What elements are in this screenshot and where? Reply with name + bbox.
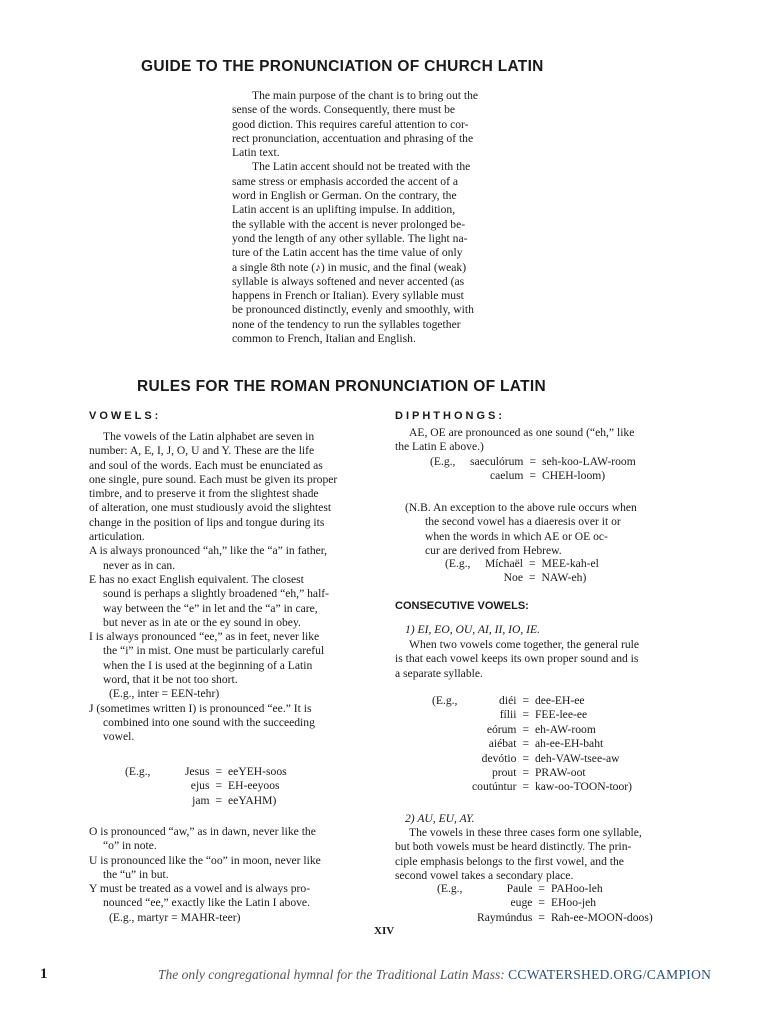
example-cell: =	[522, 751, 529, 765]
text-line: be pronounced distinctly, evenly and smoothly, with	[232, 303, 474, 317]
example-cell: =	[529, 557, 536, 570]
example-cell	[432, 737, 472, 751]
text-line: combined into one sound with the succeeding	[103, 715, 315, 729]
text-line: rect pronunciation, accentuation and phrasing of the	[232, 131, 474, 145]
text-line: U is pronounced like the “oo” in moon, never like	[89, 853, 321, 867]
example-cell: deh-VAW-tsee-aw	[534, 751, 620, 765]
example-cell: =	[215, 779, 223, 793]
text-line: common to French, Italian and English.	[232, 332, 416, 346]
example-cell	[125, 779, 185, 793]
example-cell: =	[538, 910, 545, 924]
example-cell: FEE-lee-ee	[534, 708, 588, 722]
footer-text	[158, 967, 711, 983]
example-cell: jam	[192, 793, 210, 807]
example-cell	[125, 794, 185, 808]
example-cell: eeYAHM)	[228, 793, 277, 807]
example-row	[125, 779, 287, 793]
text-line: Latin accent is an uplifting impulse. In addition,	[232, 203, 456, 217]
example-row	[437, 896, 653, 910]
text-line: Y must be treated as a vowel and is always pro-	[89, 882, 311, 896]
example-row	[432, 752, 632, 766]
consecutive-vowels-heading: CONSECUTIVE VOWELS:	[395, 600, 529, 612]
example-row	[432, 723, 632, 737]
example-cell: =	[522, 737, 529, 751]
example-row	[432, 780, 632, 794]
example-cell: fílii	[499, 708, 517, 722]
footer-tagline: The only congregational hymnal for the Traditional Latin Mass:	[158, 967, 505, 982]
diphthong-examples	[430, 455, 636, 484]
example-row	[432, 737, 632, 751]
diphthongs-heading: DIPHTHONGS:	[395, 410, 505, 422]
example-cell	[432, 752, 472, 766]
example-cell: =	[522, 722, 529, 736]
example-row	[430, 469, 636, 483]
example-cell: (E.g.,	[437, 882, 463, 895]
text-line: change in the position of lips and tongue during its	[89, 515, 325, 529]
example-cell: euge	[510, 896, 533, 910]
example-cell	[432, 780, 472, 794]
text-line: sense of the words. Consequently, there must be	[232, 103, 456, 117]
example-cell: (E.g.,	[430, 455, 456, 468]
vowels-text	[89, 430, 369, 745]
example-row	[437, 882, 653, 896]
vowels-text-2	[89, 825, 369, 925]
text-line: (E.g., inter = EEN-tehr)	[109, 687, 220, 701]
text-line: one single, pure sound. Each must be given its proper	[89, 472, 338, 486]
example-cell: saeculórum	[470, 455, 524, 468]
example-cell: =	[215, 765, 223, 778]
example-cell: eórum	[486, 722, 517, 736]
example-cell: ejus	[190, 779, 210, 793]
text-line: When two vowels come together, the general rule	[409, 638, 640, 651]
example-cell	[445, 571, 485, 585]
text-line: number: A, E, I, J, O, U and Y. These are the life	[89, 444, 315, 458]
example-cell	[437, 911, 477, 925]
text-line: and soul of the words. Each must be enunciated as	[89, 458, 323, 472]
text-line: none of the tendency to run the syllables together	[232, 317, 461, 331]
text-line: (E.g., martyr = MAHR-teer)	[109, 910, 241, 924]
example-cell: eh-AW-room	[534, 722, 596, 736]
example-cell: Rah-ee-MOON-doos)	[550, 910, 653, 924]
text-line: happens in French or Italian). Every syllable must	[232, 289, 464, 303]
example-cell: NAW-eh)	[541, 571, 587, 585]
example-cell: =	[522, 708, 529, 722]
nb-examples	[445, 557, 599, 586]
text-line: the “i” in mist. One must be particularly careful	[103, 644, 325, 658]
example-cell	[430, 469, 470, 483]
j-examples	[125, 765, 287, 808]
text-line: J (sometimes written I) is pronounced “ee.” It is	[89, 701, 312, 715]
example-cell: =	[538, 882, 545, 895]
text-line: is that each vowel keeps its own proper sound and is	[395, 652, 639, 666]
example-cell	[432, 708, 472, 722]
text-line: word in English or German. On the contrary, the	[232, 189, 457, 203]
example-row	[432, 708, 632, 722]
example-cell: diéi	[499, 694, 517, 707]
footer-link[interactable]: CCWATERSHED.ORG/CAMPION	[508, 967, 712, 982]
example-row	[430, 455, 636, 469]
example-cell: aiébat	[488, 737, 517, 751]
text-line: when the words in which AE or OE oc-	[425, 529, 608, 543]
text-line: The vowels in these three cases form one syllable,	[409, 826, 642, 839]
text-line: when the I is used at the beginning of a Latin	[103, 658, 313, 672]
example-cell: =	[522, 766, 529, 780]
example-row	[125, 794, 287, 808]
text-line: cur are derived from Hebrew.	[425, 543, 562, 557]
example-cell: (E.g.,	[445, 557, 471, 570]
example-cell: prout	[491, 766, 517, 780]
example-cell	[432, 766, 472, 780]
example-cell: caelum	[489, 469, 524, 483]
example-cell: (E.g.,	[432, 694, 458, 707]
text-line: (N.B. An exception to the above rule occurs when	[405, 501, 637, 514]
intro-text	[232, 89, 514, 346]
text-line: vowel.	[103, 730, 135, 744]
text-line: but both vowels must be heard distinctly. The prin-	[395, 840, 632, 854]
diphthongs-text	[395, 426, 675, 455]
text-line: the Latin E above.)	[395, 440, 484, 454]
example-row	[432, 766, 632, 780]
text-line: yond the length of any other syllable. The light na-	[232, 231, 468, 245]
example-row	[445, 571, 599, 585]
text-line: second vowel takes a secondary place.	[395, 868, 574, 882]
text-line: a single 8th note (♪) in music, and the final (weak)	[232, 260, 467, 274]
consec2-text	[395, 826, 680, 883]
example-cell: =	[215, 793, 223, 807]
text-line: good diction. This requires careful attention to cor-	[232, 117, 469, 131]
example-cell: eeYEH-soos	[228, 765, 287, 778]
nb-text	[405, 501, 680, 558]
text-line: The main purpose of the chant is to bring out the	[252, 89, 479, 102]
example-cell: =	[522, 780, 529, 794]
example-cell: devótio	[481, 751, 517, 765]
example-cell	[437, 896, 477, 910]
text-line: word, that it be not too short.	[103, 673, 238, 687]
example-cell: =	[529, 571, 536, 585]
example-cell: =	[538, 896, 545, 910]
page-title: GUIDE TO THE PRONUNCIATION OF CHURCH LATIN	[141, 58, 544, 75]
text-line: syllable is always softened and never accented (as	[232, 274, 465, 288]
consec1-title: 1) EI, EO, OU, AI, II, IO, IE.	[405, 623, 541, 636]
text-line: A is always pronounced “ah,” like the “a” in father,	[89, 544, 328, 558]
example-row	[445, 557, 599, 571]
vowels-heading: VOWELS:	[89, 410, 162, 422]
consec1-examples	[432, 694, 632, 795]
example-row	[432, 694, 632, 708]
text-line: sound is perhaps a slightly broadened “eh,” half-	[103, 587, 330, 601]
example-cell: EH-eeyoos	[228, 779, 280, 793]
text-line: the syllable with the accent is never prolonged be-	[232, 217, 466, 231]
text-line: articulation.	[89, 530, 145, 544]
text-line: AE, OE are pronounced as one sound (“eh,” like	[409, 426, 635, 439]
text-line: of alteration, one must studiously avoid the slightest	[89, 501, 332, 515]
text-line: E has no exact English equivalent. The closest	[89, 572, 304, 586]
text-line: but never as in ate or the ey sound in obey.	[103, 615, 301, 629]
example-cell: (E.g.,	[125, 765, 151, 778]
consec2-title: 2) AU, EU, AY.	[405, 812, 475, 825]
example-cell: CHEH-loom)	[542, 469, 606, 483]
rules-title: RULES FOR THE ROMAN PRONUNCIATION OF LATIN	[137, 378, 546, 395]
example-cell: PRAW-oot	[534, 766, 586, 780]
example-cell: Míchaël	[485, 557, 523, 570]
example-cell: =	[529, 469, 536, 483]
example-cell: Paule	[506, 882, 533, 895]
example-cell: Raymúndus	[477, 910, 533, 924]
page-roman-numeral: XIV	[374, 925, 395, 937]
example-cell: seh-koo-LAW-room	[542, 455, 636, 468]
text-line: The vowels of the Latin alphabet are seven in	[103, 430, 315, 443]
text-line: the “u” in but.	[103, 867, 169, 881]
example-cell: kaw-oo-TOON-toor)	[534, 780, 633, 794]
example-cell: Noe	[503, 571, 523, 585]
footer	[0, 966, 768, 984]
text-line: ture of the Latin accent has the time value of only	[232, 246, 463, 260]
text-line: Latin text.	[232, 146, 280, 160]
text-line: I is always pronounced “ee,” as in feet, never like	[89, 630, 320, 644]
text-line: way between the “e” in let and the “a” in care,	[103, 601, 318, 615]
text-line: same stress or emphasis accorded the accent of a	[232, 174, 458, 188]
consec2-examples	[437, 882, 653, 925]
text-line: nounced “ee,” exactly like the Latin I above.	[103, 896, 310, 910]
example-cell: =	[522, 694, 529, 707]
example-cell: Jesus	[185, 765, 210, 778]
example-cell: coutúntur	[472, 780, 517, 794]
text-line: timbre, and to preserve it from the slightest shade	[89, 487, 319, 501]
example-cell: MEE-kah-el	[541, 557, 599, 570]
text-line: The Latin accent should not be treated with the	[252, 160, 471, 174]
text-line: O is pronounced “aw,” as in dawn, never like the	[89, 825, 316, 838]
text-line: the second vowel has a diaeresis over it or	[425, 515, 621, 529]
example-cell: PAHoo-leh	[550, 882, 603, 895]
text-line: never as in can.	[103, 558, 176, 572]
example-cell: dee-EH-ee	[534, 694, 585, 707]
example-row	[437, 911, 653, 925]
example-cell: =	[529, 455, 536, 468]
text-line: a separate syllable.	[395, 666, 483, 680]
text-line: “o” in note.	[103, 839, 157, 853]
footer-page-number: 1	[40, 966, 48, 982]
example-row	[125, 765, 287, 779]
example-cell: ah-ee-EH-baht	[534, 737, 604, 751]
text-line: ciple emphasis belongs to the first vowel, and the	[395, 854, 624, 868]
example-cell: EHoo-jeh	[550, 896, 597, 910]
example-cell	[432, 723, 472, 737]
consec1-text	[395, 638, 680, 681]
